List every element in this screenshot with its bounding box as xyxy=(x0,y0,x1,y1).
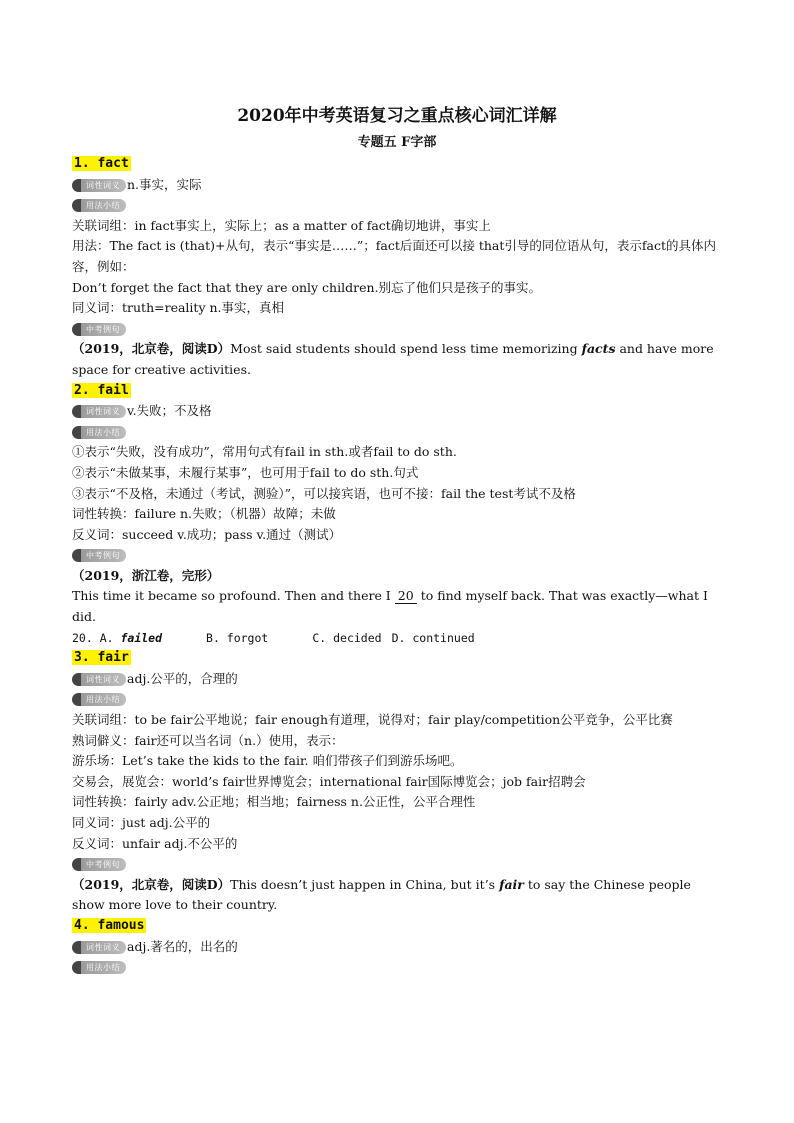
usage-line: ②表示“未做某事，未履行某事”，也可用于fail to do sth.句式 xyxy=(72,464,419,480)
example-sentence: Don’t forget the fact that they are only children.别忘了他们只是孩子的事实。 xyxy=(72,279,541,295)
example-badge: 中考例句 xyxy=(72,323,126,336)
phrase-line: 关联词组：to be fair公平地说；fair enough有道理，说得对；fair play/competition公平竞争，公平比赛 xyxy=(72,712,673,728)
meaning-row: 词性词义 adj.著名的，出名的 xyxy=(72,937,722,958)
usage-line: ①表示“失败，没有成功”，常用句式有fail in sth.或者fail to do sth. xyxy=(72,444,457,460)
antonym-line: 反义词：succeed v.成功；pass v.通过（测试） xyxy=(72,526,342,542)
synonym-line: 同义词：just adj.公平的 xyxy=(72,815,211,830)
usage-line: ③表示“不及格，未通过（考试，测验）”，可以接宾语，也可不接：fail the test考试不及格 xyxy=(72,485,576,501)
usage-badge-row xyxy=(72,689,722,710)
antonym-line: 反义词：unfair adj.不公平的 xyxy=(72,835,238,851)
meaning-row: 词性词义 adj.公平的，合理的 xyxy=(72,669,722,690)
usage-badge: 用法小结 xyxy=(72,961,126,974)
example-badge-row xyxy=(72,319,722,340)
entry-header-fail: 2. fail xyxy=(74,382,129,398)
answer-options: 20. A. failed B. forgot C. decided D. continued xyxy=(72,630,475,645)
example-badge-row xyxy=(72,854,722,875)
rare-meaning-example: 游乐场：Let’s take the kids to the fair. 咱们带孩子们到游乐场吧。 xyxy=(72,753,463,769)
phrase-line: 关联词组：in fact事实上，实际上；as a matter of fact确切地讲，事实上 xyxy=(72,217,491,233)
answer-blank: 20 xyxy=(395,589,417,604)
usage-badge: 用法小结 xyxy=(72,426,126,439)
rare-meaning-example: 交易会，展览会：world’s fair世界博览会；international fair国际博览会；job fair招聘会 xyxy=(72,773,586,789)
document-title: 2020年中考英语复习之重点核心词汇详解 xyxy=(237,106,557,126)
example-badge: 中考例句 xyxy=(72,858,126,871)
exam-example: （2019，北京卷，阅读D）This doesn’t just happen in China, but it’s fair to say the Chinese people show more love to their country. xyxy=(72,876,691,913)
exam-passage: This time it became so profound. Then and there I 20 to find myself back. That was exactly—what I did. xyxy=(72,588,708,625)
meaning-row: 词性词义 n.事实，实际 xyxy=(72,175,722,196)
document-body xyxy=(72,104,722,978)
meaning-badge: 词性词义 xyxy=(72,405,126,418)
meaning-badge: 词性词义 xyxy=(72,941,126,954)
meaning-badge: 词性词义 xyxy=(72,673,126,686)
document-subtitle: 专题五 F字部 xyxy=(357,135,437,150)
usage-badge-row xyxy=(72,957,722,978)
rare-meaning-line: 熟词僻义：fair还可以当名词（n.）使用，表示： xyxy=(72,732,344,748)
entry-header-fair: 3. fair xyxy=(74,650,129,666)
meaning-badge: 词性词义 xyxy=(72,179,126,192)
usage-badge-row xyxy=(72,195,722,216)
meaning-row: 词性词义 v.失败；不及格 xyxy=(72,401,722,422)
usage-line: 用法：The fact is (that)+从句，表示“事实是……”；fact后面还可以接 that引导的同位语从句，表示fact的具体内容，例如： xyxy=(72,238,717,274)
usage-badge-row xyxy=(72,422,722,443)
exam-source: （2019，浙江卷，完形） xyxy=(72,567,220,583)
synonym-line: 同义词：truth=reality n.事实，真相 xyxy=(72,300,284,316)
example-badge-row xyxy=(72,545,722,566)
entry-header-fact: 1. fact xyxy=(74,156,129,171)
usage-badge: 用法小结 xyxy=(72,199,126,212)
conversion-line: 词性转换：fairly adv.公正地；相当地；fairness n.公正性，公平合理性 xyxy=(72,794,476,810)
entry-header-famous: 4. famous xyxy=(74,917,145,933)
conversion-line: 词性转换：failure n.失败；（机器）故障；未做 xyxy=(72,506,336,522)
exam-example: （2019，北京卷，阅读D）Most said students should spend less time memorizing facts and have more space for creative activities. xyxy=(72,341,714,377)
usage-badge: 用法小结 xyxy=(72,693,126,706)
example-badge: 中考例句 xyxy=(72,549,126,562)
